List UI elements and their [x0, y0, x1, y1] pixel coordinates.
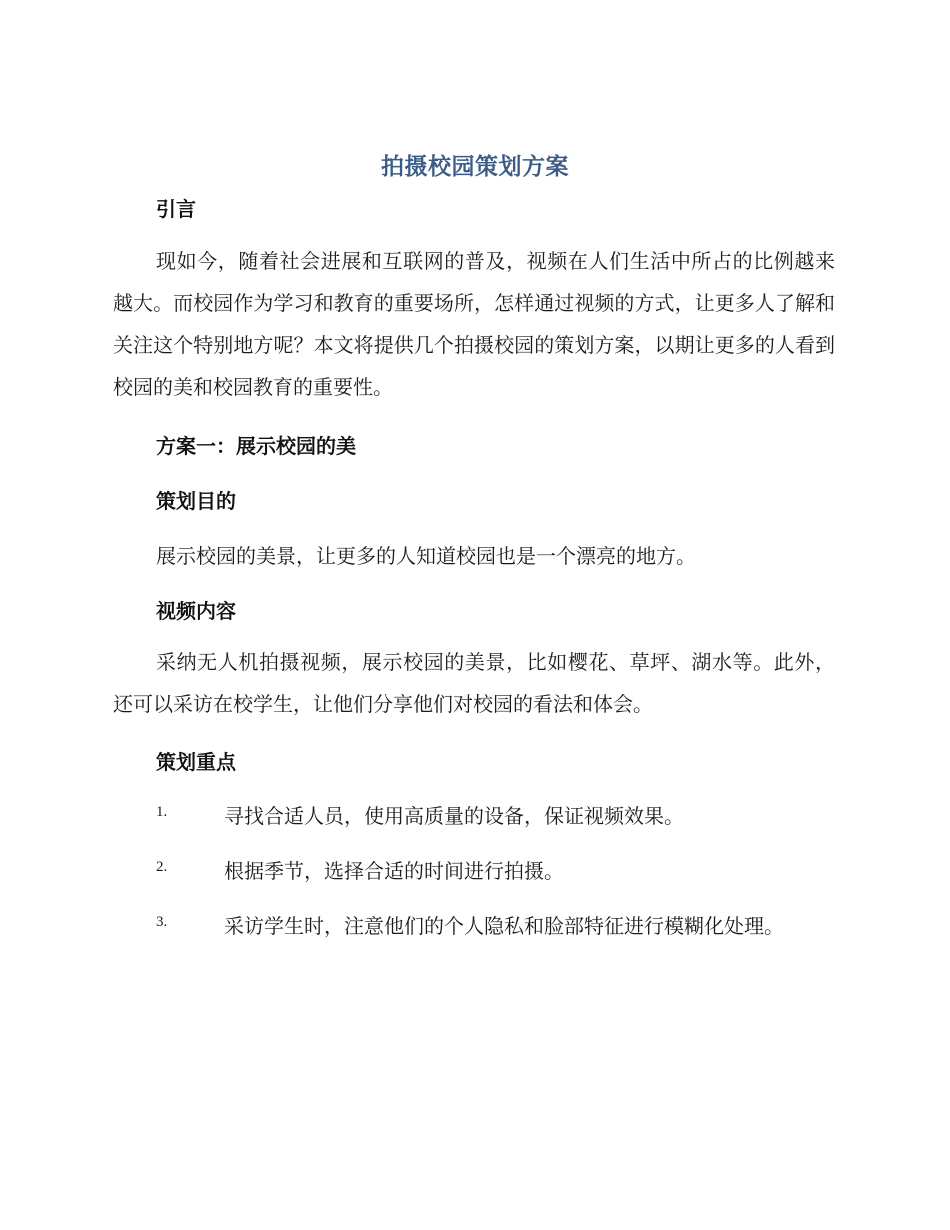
- purpose-paragraph: 展示校园的美景，让更多的人知道校园也是一个漂亮的地方。: [156, 544, 696, 568]
- list-text: 根据季节，选择合适的时间进行拍摄。: [224, 859, 564, 883]
- list-item: [156, 910, 856, 940]
- focus-heading: 策划重点: [156, 750, 236, 774]
- content-paragraph: 采纳无人机拍摄视频，展示校园的美景，比如樱花、草坪、湖水等。此外，还可以采访在校学生，让他们分享他们对校园的看法和体会。: [113, 650, 835, 716]
- intro-heading: 引言: [156, 197, 196, 221]
- list-item: [156, 855, 856, 885]
- purpose-heading: 策划目的: [156, 489, 236, 513]
- list-number: 3.: [156, 914, 168, 930]
- plan1-heading: 方案一：展示校园的美: [156, 434, 356, 458]
- document-title: 拍摄校园策划方案: [381, 154, 569, 180]
- list-number: 2.: [156, 859, 168, 875]
- list-text: 寻找合适人员，使用高质量的设备，保证视频效果。: [224, 804, 684, 828]
- list-item: [156, 800, 856, 830]
- list-number: 1.: [156, 804, 168, 820]
- list-text: 采访学生时，注意他们的个人隐私和脸部特征进行模糊化处理。: [224, 914, 784, 938]
- intro-paragraph: 现如今，随着社会进展和互联网的普及，视频在人们生活中所占的比例越来越大。而校园作为学习和教育的重要场所，怎样通过视频的方式，让更多人了解和关注这个特别地方呢？本文将提供几个拍摄校园的策划方案，以期让更多的人看到校园的美和校园教育的重要性。: [113, 249, 835, 399]
- content-heading: 视频内容: [156, 599, 236, 623]
